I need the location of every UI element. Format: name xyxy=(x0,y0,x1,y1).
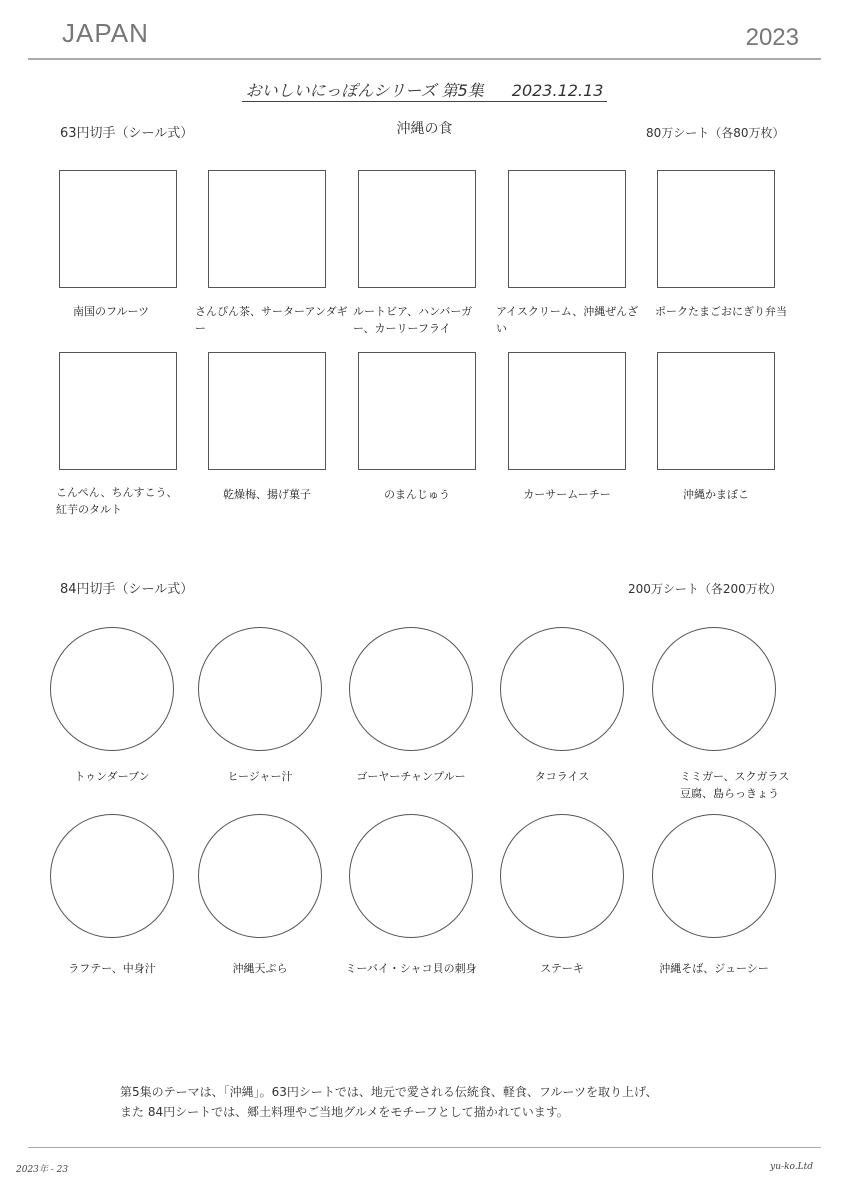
stamp-slot-circle xyxy=(500,627,624,751)
section-63-label: 63円切手（シール式） xyxy=(60,126,194,141)
stamp-caption: 沖縄かまぼこ xyxy=(683,488,749,501)
footer-divider xyxy=(28,1147,821,1148)
issue-date: 2023.12.13 xyxy=(511,81,604,100)
stamp-slot-square xyxy=(358,170,476,288)
footer-page: 2023年 - 23 xyxy=(16,1165,69,1175)
stamp-caption: 沖縄天ぷら xyxy=(232,962,288,975)
stamp-slot-circle xyxy=(652,814,776,938)
stamp-slot-square xyxy=(358,352,476,470)
stamp-caption: トゥンダーブン xyxy=(74,770,150,783)
header-country: JAPAN xyxy=(62,18,149,48)
stamp-caption: ポークたまごおにぎり弁当 xyxy=(655,305,787,318)
stamp-slot-circle xyxy=(652,627,776,751)
stamp-caption: ゴーヤーチャンプルー xyxy=(356,770,466,783)
theme-subtitle: 沖縄の食 xyxy=(396,121,453,137)
stamp-caption: ラフテー、中身汁 xyxy=(68,962,156,975)
stamp-slot-square xyxy=(208,170,326,288)
stamp-slot-circle xyxy=(349,627,473,751)
stamp-caption: こんぺん、ちんすこう、紅芋のタルト xyxy=(56,486,178,516)
description-line-1: 第5集のテーマは、「沖縄」。63円シートでは、地元で愛される伝統食、軽食、フルーツを取り上げ、 xyxy=(120,1085,658,1099)
stamp-slot-circle xyxy=(198,814,322,938)
description xyxy=(120,1082,770,1122)
stamp-caption: 乾燥梅、揚げ菓子 xyxy=(223,488,311,501)
stamp-slot-circle xyxy=(50,814,174,938)
header-divider xyxy=(28,58,821,60)
stamp-caption: 南国のフルーツ xyxy=(73,305,150,318)
stamp-caption: ステーキ xyxy=(540,962,584,975)
section-84-label: 84円切手（シール式） xyxy=(60,582,194,597)
stamp-caption: のまんじゅう xyxy=(384,488,450,501)
stamp-slot-square xyxy=(657,170,775,288)
section-84-sheet: 200万シート（各200万枚） xyxy=(628,582,782,596)
stamp-caption: ミミガー、スクガラス豆腐、島らっきょう xyxy=(680,770,790,800)
stamp-slot-square xyxy=(59,170,177,288)
stamp-caption: タコライス xyxy=(534,770,590,783)
stamp-slot-square xyxy=(508,170,626,288)
stamp-caption: ルートビア、ハンバーガー、カーリーフライ xyxy=(353,305,473,335)
series-title: おいしいにっぽんシリーズ 第5集 xyxy=(245,81,484,100)
section-63-sheet: 80万シート（各80万枚） xyxy=(646,126,785,140)
stamp-caption: ミーバイ・シャコ貝の刺身 xyxy=(345,962,477,975)
stamp-slot-square xyxy=(208,352,326,470)
header-year: 2023 xyxy=(745,24,799,51)
stamp-caption: カーサームーチー xyxy=(523,488,611,501)
stamp-slot-square xyxy=(657,352,775,470)
page-title xyxy=(0,78,849,101)
description-line-2: また 84円シートでは、郷土料理やご当地グルメをモチーフとして描かれています。 xyxy=(120,1105,569,1119)
stamp-caption: 沖縄そば、ジューシー xyxy=(659,962,769,975)
stamp-caption: ヒージャー汁 xyxy=(227,770,293,783)
stamp-slot-circle xyxy=(500,814,624,938)
stamp-slot-circle xyxy=(50,627,174,751)
title-underline xyxy=(242,81,608,102)
stamp-slot-square xyxy=(59,352,177,470)
stamp-slot-circle xyxy=(349,814,473,938)
stamp-slot-circle xyxy=(198,627,322,751)
footer-publisher: yu-ko.Ltd xyxy=(770,1162,813,1172)
stamp-slot-square xyxy=(508,352,626,470)
stamp-caption: アイスクリーム、沖縄ぜんざい xyxy=(496,305,639,335)
stamp-caption: さんぴん茶、サーターアンダギー xyxy=(195,305,348,335)
